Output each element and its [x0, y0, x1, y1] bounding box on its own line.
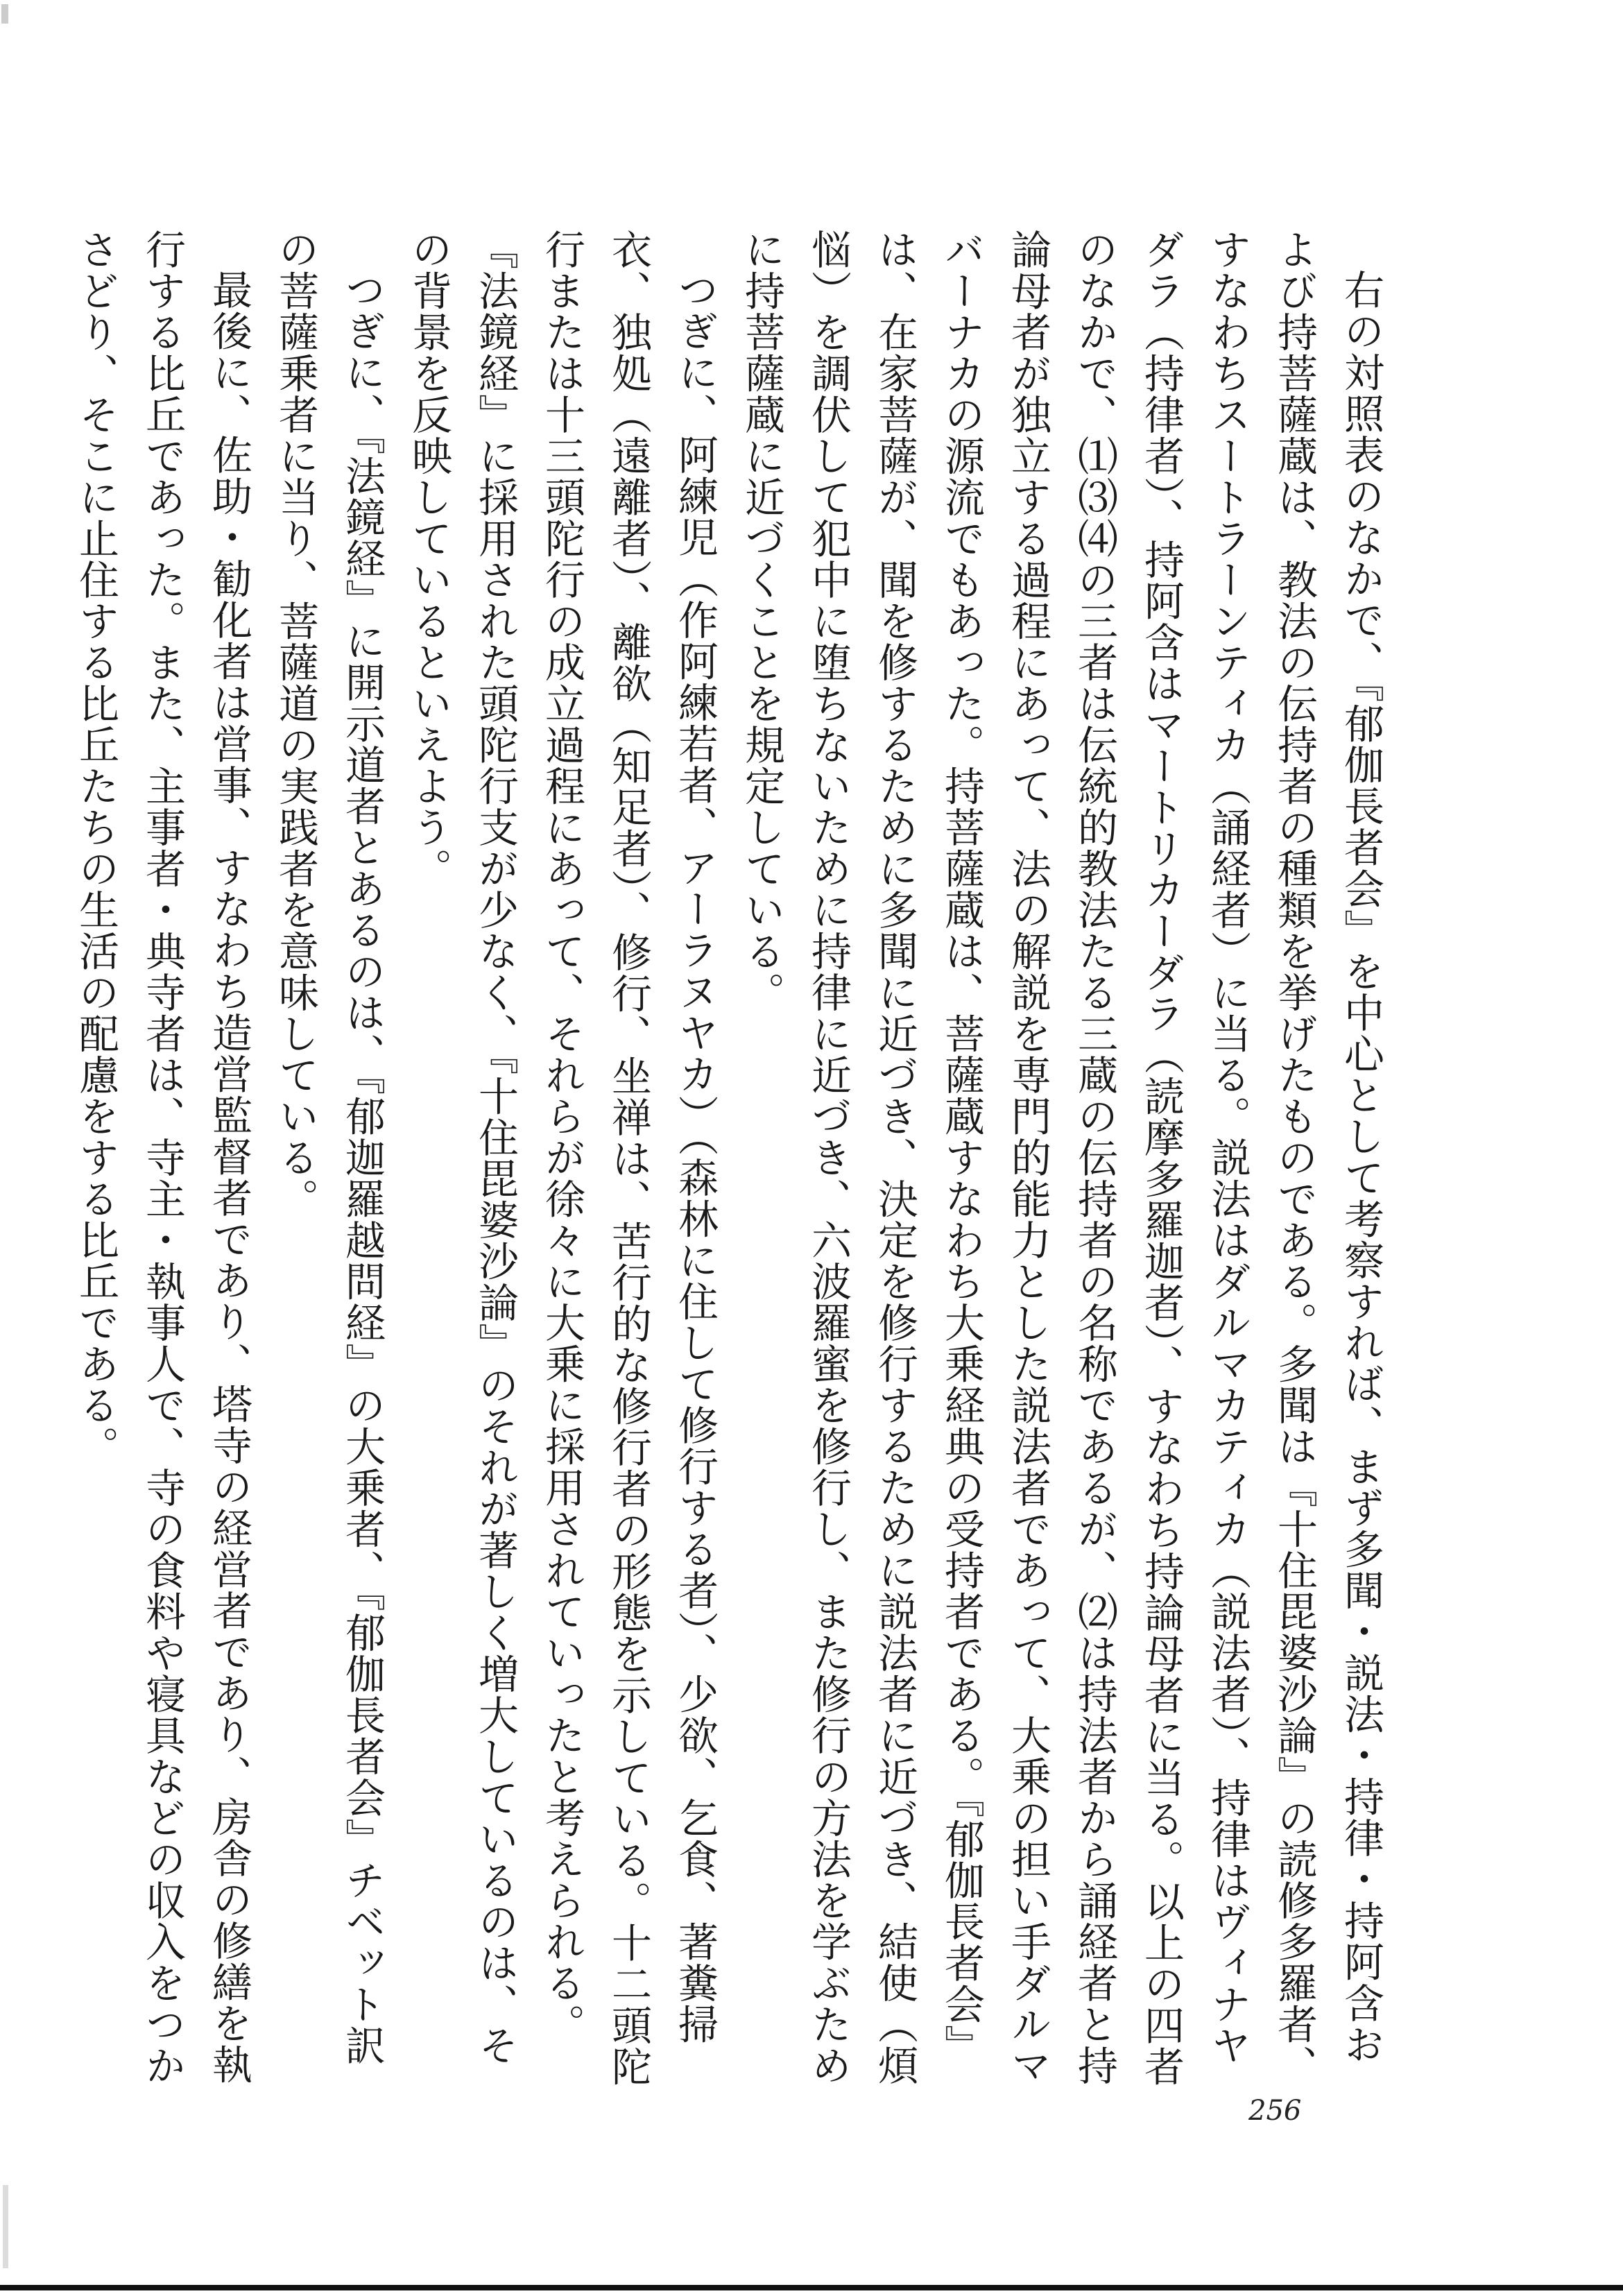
page-number: 256 [1248, 2095, 1302, 2127]
paragraph: つぎに、阿練児（作阿練若者、アーラヌヤカ）（森林に住して修行する者）、少欲、乞食、著糞掃衣、独処（遠離者）、離欲（知足者）、修行、坐禅は、苦行的な修行者の形態を示している。十二頭陀行または十三頭陀行の成立過程にあって、それらが徐々に大乗に採用されていったと考えられる。『法鏡経』に採用された頭陀行支が少なく、『十住毘婆沙論』のそれが著しく増大しているのは、その背景を反映しているといえよう。 [405, 229, 719, 2087]
paragraph: 右の対照表のなかで、『郁伽長者会』を中心として考察すれば、まず多聞・説法・持律・持阿含および持菩薩蔵は、教法の伝持者の種類を挙げたものである。多聞は『十住毘婆沙論』の読修多羅者、すなわちスートラーンティカ（誦経者）に当る。説法はダルマカティカ（説法者）、持律はヴィナヤダラ（持律者）、持阿含はマートリカーダラ（読摩多羅迦者）、すなわち持論母者に当る。以上の四者のなかで、⑴⑶⑷の三者は伝統的教法たる三蔵の伝持者の名称であるが、⑵は持法者から誦経者と持論母者が独立する過程にあって、法の解説を専門的能力とした説法者であって、大乗の担い手ダルマバーナカの源流でもあった。持菩薩蔵は、菩薩蔵すなわち大乗経典の受持者である。『郁伽長者会』は、在家菩薩が、聞を修するために多聞に近づき、決定を修行するために説法者に近づき、結使（煩悩）を調伏して犯中に堕ちないために持律に近づき、六波羅蜜を修行し、また修行の方法を学ぶために持菩薩蔵に近づくことを規定している。 [738, 229, 1384, 2087]
scan-artifact [1, 4, 8, 24]
paragraph: 最後に、佐助・勧化者は営事、すなわち造営監督者であり、塔寺の経営者であり、房舎の修繕を執行する比丘であった。また、主事者・典寺者は、寺主・執事人で、寺の食料や寝具などの収入をつかさどり、そこに止住する比丘たちの生活の配慮をする比丘である。 [72, 229, 252, 2087]
scan-artifact [3, 2185, 8, 2268]
scan-edge-rule [0, 2285, 1623, 2290]
body-text [72, 229, 1394, 2088]
paragraph: つぎに、『法鏡経』に開示道者とあるのは、『郁迦羅越問経』の大乗者、『郁伽長者会』チベット訳の菩薩乗者に当り、菩薩道の実践者を意味している。 [272, 229, 386, 2066]
